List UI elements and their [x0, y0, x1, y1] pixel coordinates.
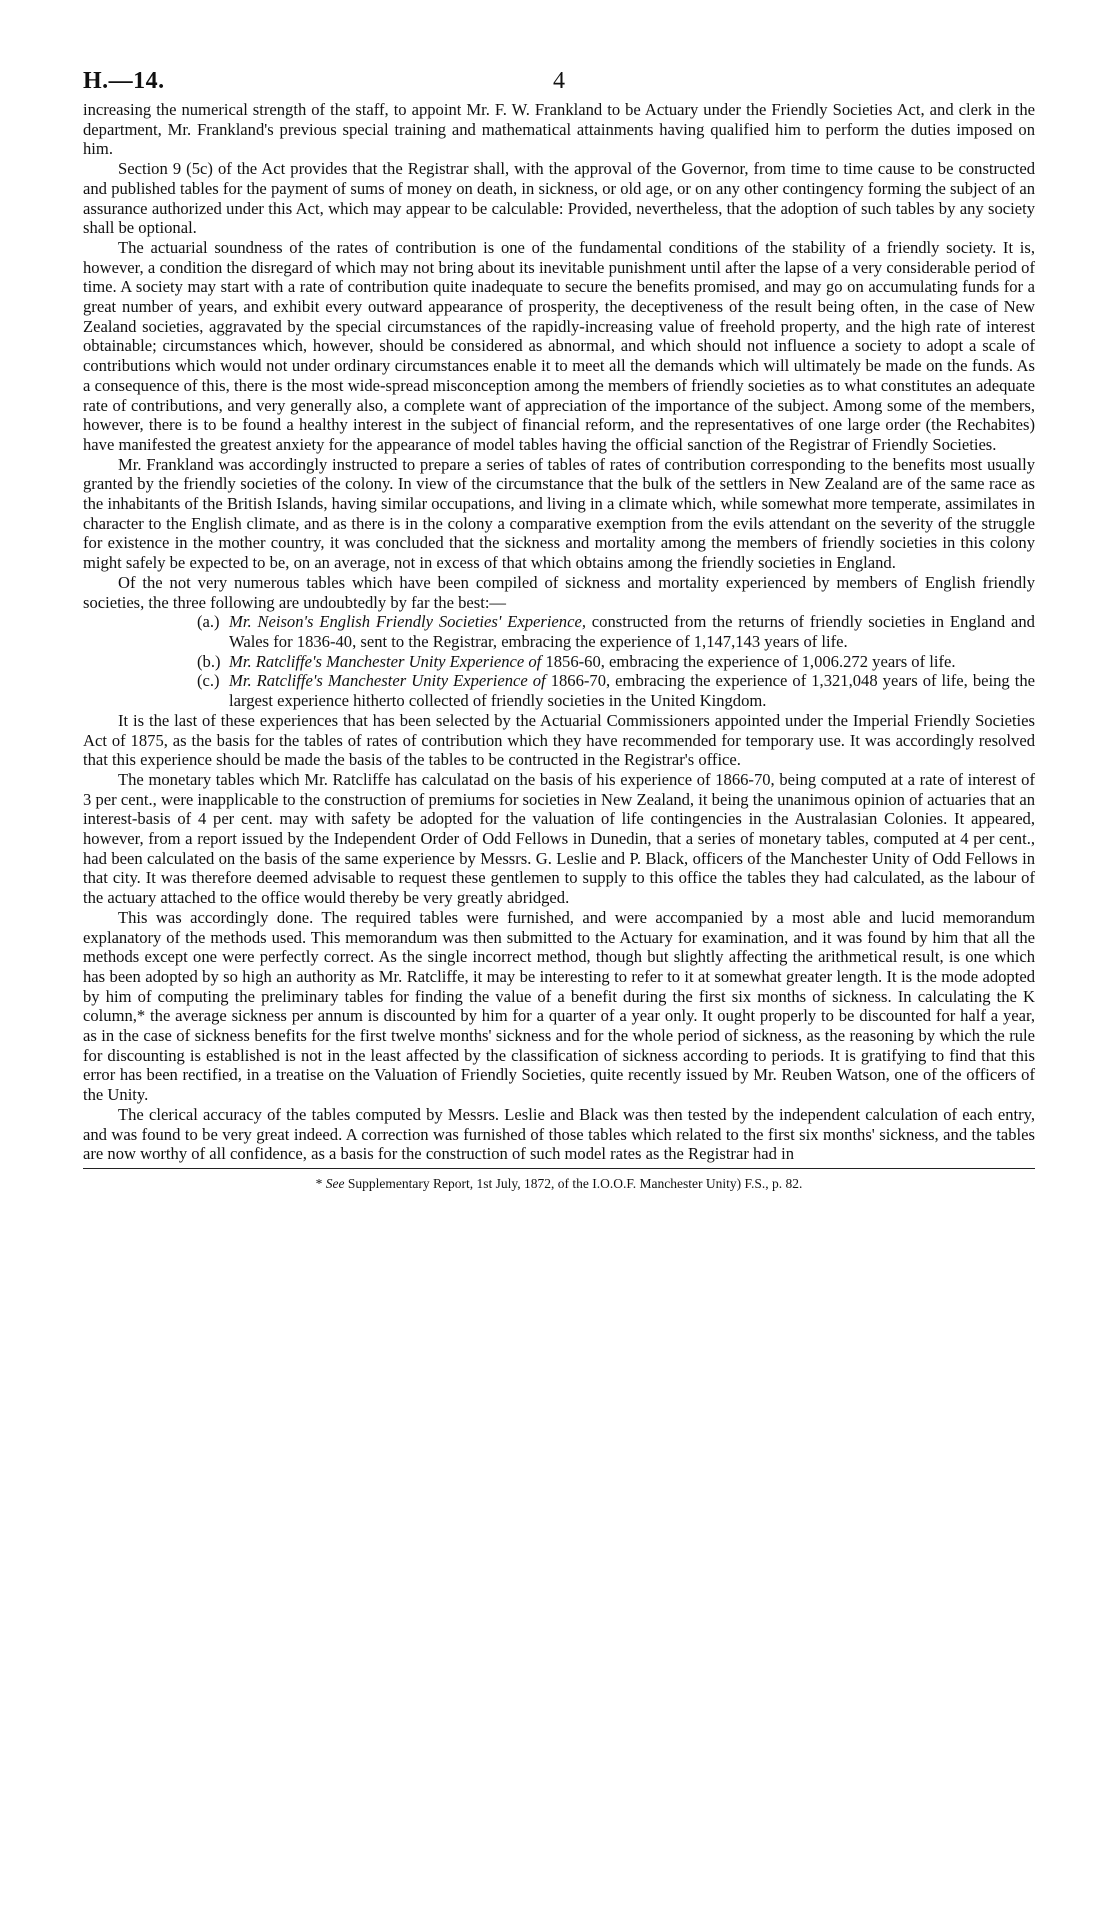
list-marker: (b.) — [197, 651, 221, 671]
experience-description: constructed from the returns of friendly societies in England and Wales for 1836-40, sent to the Registrar, embracing the experience of 1,147,143 years of life. — [229, 612, 1035, 651]
document-page — [83, 54, 1035, 1192]
footnote-text: Supplementary Report, 1st July, 1872, of the I.O.O.F. Manchester Unity) F.S., p. 82. — [347, 1175, 803, 1191]
experience-title: Mr. Ratcliffe's Manchester Unity Experience of — [229, 651, 542, 671]
document-reference: H.—14. — [83, 68, 165, 94]
paragraph: This was accordingly done. The required tables were furnished, and were accompanied by a most able and lucid memorandum explanatory of the methods used. This memorandum was then submitted to the Actuary for examination, and it was found by him that all the methods except one were perfectly correct. As the single incorrect method, though but slightly affecting the arithmetical result, is one which has been adopted by so high an authority as Mr. Ratcliffe, it may be interesting to refer to it at somewhat greater length. It is the mode adopted by him of computing the preliminary tables for finding the value of a benefit during the first six months of sickness. In calculating the K column,* the average sickness per annum is discounted by him for a quarter of a year only. It ought properly to be discounted for half a year, as in the case of sickness benefits for the first twelve months' sickness and for the whole period of sickness, as the reasoning by which the rule for discounting is established is not in the least affected by the classification of sickness according to periods. It is gratifying to find that this error has been rectified, in a treatise on the Valuation of Friendly Societies, quite recently issued by Mr. Reuben Watson, one of the officers of the Unity. — [83, 907, 1035, 1105]
paragraph: Of the not very numerous tables which have been compiled of sickness and mortality experienced by members of English friendly societies, the three following are undoubtedly by far the best:— — [83, 572, 1035, 612]
paragraph: It is the last of these experiences that has been selected by the Actuarial Commissioners appointed under the Imperial Friendly Societies Act of 1875, as the basis for the tables of rates of contribution which they have recommended for temporary use. It was accordingly resolved that this experience should be made the basis of the tables to be contructed in the Registrar's office. — [83, 710, 1035, 770]
experience-list — [83, 612, 1035, 711]
list-item — [83, 671, 1035, 710]
paragraph: The monetary tables which Mr. Ratcliffe has calculatad on the basis of his experience of 1866-70, being computed at a rate of interest of 3 per cent., were inapplicable to the construction of premiums for societies in New Zealand, it being the unanimous opinion of actuaries that an interest-basis of 4 per cent. may with safety be adopted for the valuation of life contingencies in the Australasian Colonies. It appeared, however, from a report issued by the Independent Order of Odd Fellows in Dunedin, that a series of monetary tables, computed at 4 per cent., had been calculated on the basis of the same experience by Messrs. G. Leslie and P. Black, officers of the Manchester Unity of Odd Fellows in that city. It was therefore deemed advisable to request these gentlemen to supply to this office the tables they had calculated, as the labour of the actuary attached to the office would thereby be very greatly abridged. — [83, 769, 1035, 908]
page-header — [83, 54, 1035, 100]
page-number: 4 — [553, 68, 565, 94]
experience-title: Mr. Ratcliffe's Manchester Unity Experience of — [229, 671, 546, 691]
list-marker: (a.) — [197, 612, 220, 632]
body-text — [83, 100, 1035, 1164]
list-item — [83, 652, 1035, 672]
experience-description: 1866-70, embracing the experience of 1,321,048 years of life, being the largest experience hitherto collected of friendly societies in the United Kingdom. — [229, 671, 1035, 711]
experience-title: Mr. Neison's English Friendly Societies' Experience, — [229, 612, 586, 632]
experience-description: 1856-60, embracing the experience of 1,006.272 years of life. — [545, 651, 956, 671]
paragraph: The clerical accuracy of the tables computed by Messrs. Leslie and Black was then tested by the independent calculation of each entry, and was found to be very great indeed. A correction was furnished of those tables which related to the first six months' sickness, and the tables are now worthy of all confidence, as a basis for the construction of such model rates as the Registrar had in — [83, 1104, 1035, 1164]
footnote-see: See — [325, 1175, 345, 1191]
footnote-marker: * — [315, 1175, 323, 1191]
footnote-divider — [83, 1168, 1035, 1169]
list-item — [83, 612, 1035, 651]
paragraph: The actuarial soundness of the rates of contribution is one of the fundamental conditions of the stability of a friendly society. It is, however, a condition the disregard of which may not bring about its inevitable punishment until after the lapse of a very considerable period of time. A society may start with a rate of contribution quite inadequate to secure the benefits promised, and may go on accumulating funds for a great number of years, and exhibit every outward appearance of prosperity, the deceptiveness of the result being often, in the case of New Zealand societies, aggravated by the special circumstances of the rapidly-increasing value of freehold property, and the high rate of interest obtainable; circumstances which, however, should be considered as abnormal, and which should not influence a society to adopt a scale of contributions which would not under ordinary circumstances enable it to meet all the demands which will ultimately be made on the funds. As a consequence of this, there is the most wide-spread misconception among the members of friendly societies as to what constitutes an adequate rate of contributions, and very generally also, a complete want of appreciation of the importance of the subject. Among some of the members, however, there is to be found a healthy interest in the subject of financial reform, and the representatives of one large order (the Rechabites) have manifested the greatest anxiety for the appearance of model tables having the official sanction of the Registrar of Friendly Societies. — [83, 237, 1035, 454]
list-marker: (c.) — [197, 671, 220, 691]
paragraph: Section 9 (5c) of the Act provides that the Registrar shall, with the approval of the Governor, from time to time cause to be constructed and published tables for the payment of sums of money on death, in sickness, or old age, or on any other contingency forming the subject of an assurance authorized under this Act, which may appear to be calculable: Provided, nevertheless, that the adoption of such tables by any society shall be optional. — [83, 159, 1035, 238]
paragraph: Mr. Frankland was accordingly instructed to prepare a series of tables of rates of contribution corresponding to the benefits most usually granted by the friendly societies of the colony. In view of the circumstance that the bulk of the settlers in New Zealand are of the same race as the inhabitants of the British Islands, having similar occupations, and living in a climate which, while somewhat more temperate, assimilates in character to the English climate, and as there is in the colony a comparative exemption from the evils attendant on the severity of the struggle for existence in the mother country, it was concluded that the sickness and mortality among the members of friendly societies in this colony might safely be expected to be, on an average, not in excess of that which obtains among the friendly societies in England. — [83, 454, 1035, 573]
footnote — [83, 1175, 1035, 1192]
paragraph: increasing the numerical strength of the staff, to appoint Mr. F. W. Frankland to be Actuary under the Friendly Societies Act, and clerk in the department, Mr. Frankland's previous special training and mathematical attainments having qualified him to perform the duties imposed on him. — [83, 100, 1035, 159]
